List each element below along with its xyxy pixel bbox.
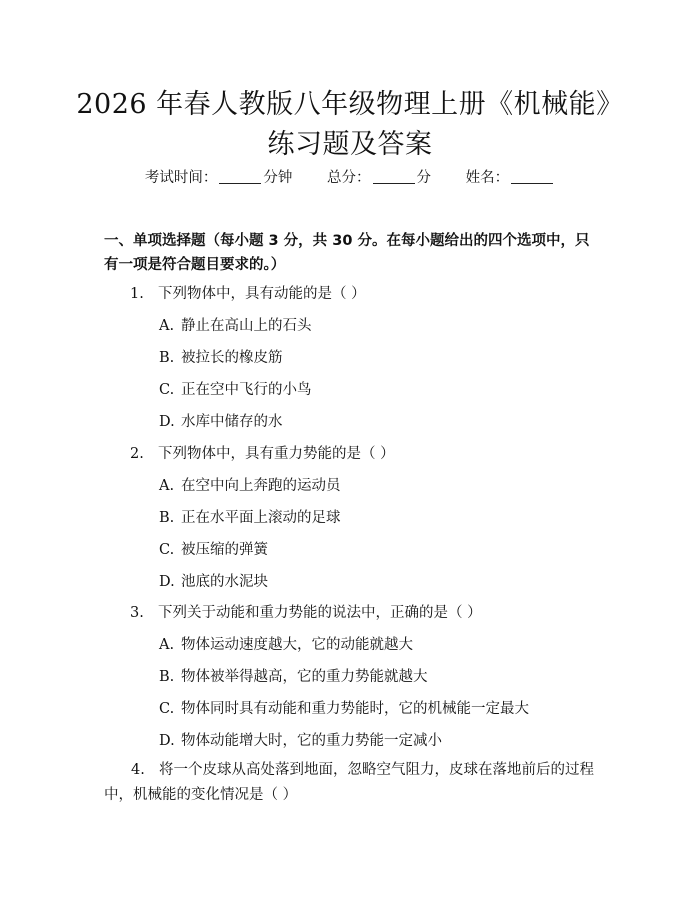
total-score-unit: 分 [416,170,431,186]
total-score-blank [373,169,415,184]
total-score-field [327,166,431,187]
exam-meta [0,166,700,187]
total-score-label: 总分： [327,170,371,186]
option-text: 静止在高山上的石头 [181,318,312,334]
question-number: 3. [130,605,144,621]
option-text: 物体动能增大时，它的重力势能一定减小 [181,733,442,749]
option-letter: C. [159,382,175,398]
question-number: 1. [130,286,144,302]
option-text: 被压缩的弹簧 [181,542,268,558]
exam-time-blank [219,169,261,184]
option-letter: A. [159,637,175,653]
question-stem: 将一个皮球从高处落到地面，忽略空气阻力，皮球在落地前后的过程中，机械能的变化情况是（ ） [104,762,594,803]
exam-time-unit: 分钟 [263,170,293,186]
option-text: 池底的水泥块 [181,574,268,590]
option-text: 物体运动速度越大，它的动能就越大 [181,637,413,653]
student-name-label: 姓名： [465,170,510,186]
option-text: 在空中向上奔跑的运动员 [181,478,341,494]
option-letter: C. [159,701,175,717]
question-3-option-a [159,633,413,654]
exam-time-field [145,166,293,187]
question-4 [104,758,602,808]
question-2-option-a [159,474,341,495]
option-letter: B. [159,510,175,526]
question-2-option-d [159,570,268,591]
student-name-field [466,166,556,187]
question-3-option-c [159,697,529,718]
question-1-option-d [159,410,283,431]
option-letter: A. [159,318,175,334]
option-letter: D. [159,414,175,430]
question-1 [130,282,366,303]
question-3 [130,601,482,622]
option-letter: A. [159,478,175,494]
option-text: 水库中储存的水 [181,414,283,430]
document-title-line1: 2026 年春人教版八年级物理上册《机械能》 [76,89,624,120]
option-text: 正在空中飞行的小鸟 [181,382,312,398]
option-text: 被拉长的橡皮筋 [181,350,283,366]
question-1-option-c [159,378,312,399]
option-text: 物体被举得越高，它的重力势能就越大 [181,669,428,685]
question-2-option-b [159,506,341,527]
question-number: 2. [130,446,144,462]
question-stem: 下列物体中，具有重力势能的是（ ） [158,446,395,462]
question-2 [130,442,395,463]
question-number: 4. [131,762,145,778]
question-1-option-a [159,314,312,335]
question-stem: 下列物体中，具有动能的是（ ） [158,286,366,302]
exam-time-label: 考试时间： [144,170,218,186]
option-text: 物体同时具有动能和重力势能时，它的机械能一定最大 [181,701,529,717]
option-letter: D. [159,574,175,590]
question-2-option-c [159,538,268,559]
question-3-option-b [159,665,428,686]
option-letter: D. [159,733,175,749]
option-text: 正在水平面上滚动的足球 [181,510,341,526]
section-heading-single-choice: 一、单项选择题（每小题 3 分，共 30 分。在每小题给出的四个选项中，只有一项是符合题目要求的。） [104,233,590,273]
student-name-blank [511,169,553,184]
document-title-line2: 练习题及答案 [267,129,433,160]
question-3-option-d [159,729,442,750]
option-letter: B. [159,350,175,366]
question-1-option-b [159,346,283,367]
option-letter: C. [159,542,175,558]
option-letter: B. [159,669,175,685]
question-stem: 下列关于动能和重力势能的说法中，正确的是（ ） [158,605,482,621]
